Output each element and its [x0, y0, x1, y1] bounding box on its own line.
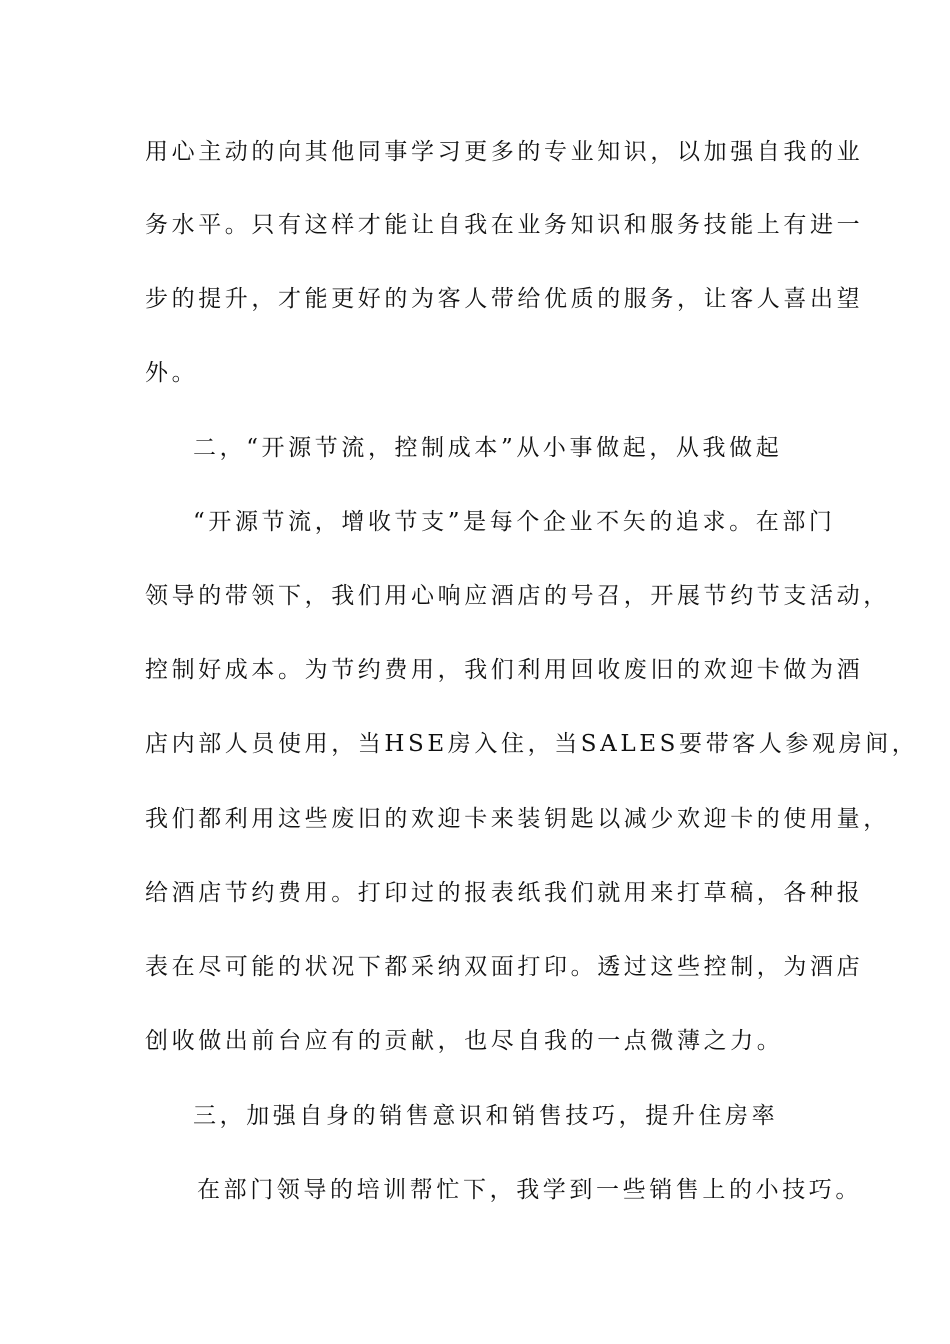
- paragraph-line-6: “开源节流，增收节支”是每个企业不矢的追求。在部门: [193, 509, 836, 535]
- paragraph-line-3: 步的提升，才能更好的为客人带给优质的服务，让客人喜出望: [145, 286, 864, 312]
- section-heading-2: 二，“开源节流，控制成本”从小事做起，从我做起: [193, 435, 783, 461]
- paragraph-line-8: 控制好成本。为节约费用，我们利用回收废旧的欢迎卡做为酒: [145, 657, 864, 683]
- paragraph-line-1: 用心主动的向其他同事学习更多的专业知识，以加强自我的业: [145, 139, 864, 165]
- paragraph-line-9: 店内部人员使用，当HSE房入住，当SALES要带客人参观房间，: [145, 731, 919, 757]
- paragraph-line-4: 外。: [145, 360, 199, 386]
- section-heading-3: 三，加强自身的销售意识和销售技巧，提升住房率: [193, 1103, 779, 1129]
- paragraph-line-11: 给酒店节约费用。打印过的报表纸我们就用来打草稿，各种报: [145, 880, 864, 906]
- paragraph-line-7: 领导的带领下，我们用心响应酒店的号召，开展节约节支活动，: [145, 583, 890, 609]
- paragraph-line-10: 我们都利用这些废旧的欢迎卡来装钥匙以减少欢迎卡的使用量，: [145, 806, 890, 832]
- paragraph-line-13: 创收做出前台应有的贡献，也尽自我的一点微薄之力。: [145, 1028, 784, 1054]
- paragraph-line-15: 在部门领导的培训帮忙下，我学到一些销售上的小技巧。: [197, 1177, 862, 1203]
- paragraph-line-2: 务水平。只有这样才能让自我在业务知识和服务技能上有进一: [145, 212, 864, 238]
- paragraph-line-12: 表在尽可能的状况下都采纳双面打印。透过这些控制，为酒店: [145, 954, 864, 980]
